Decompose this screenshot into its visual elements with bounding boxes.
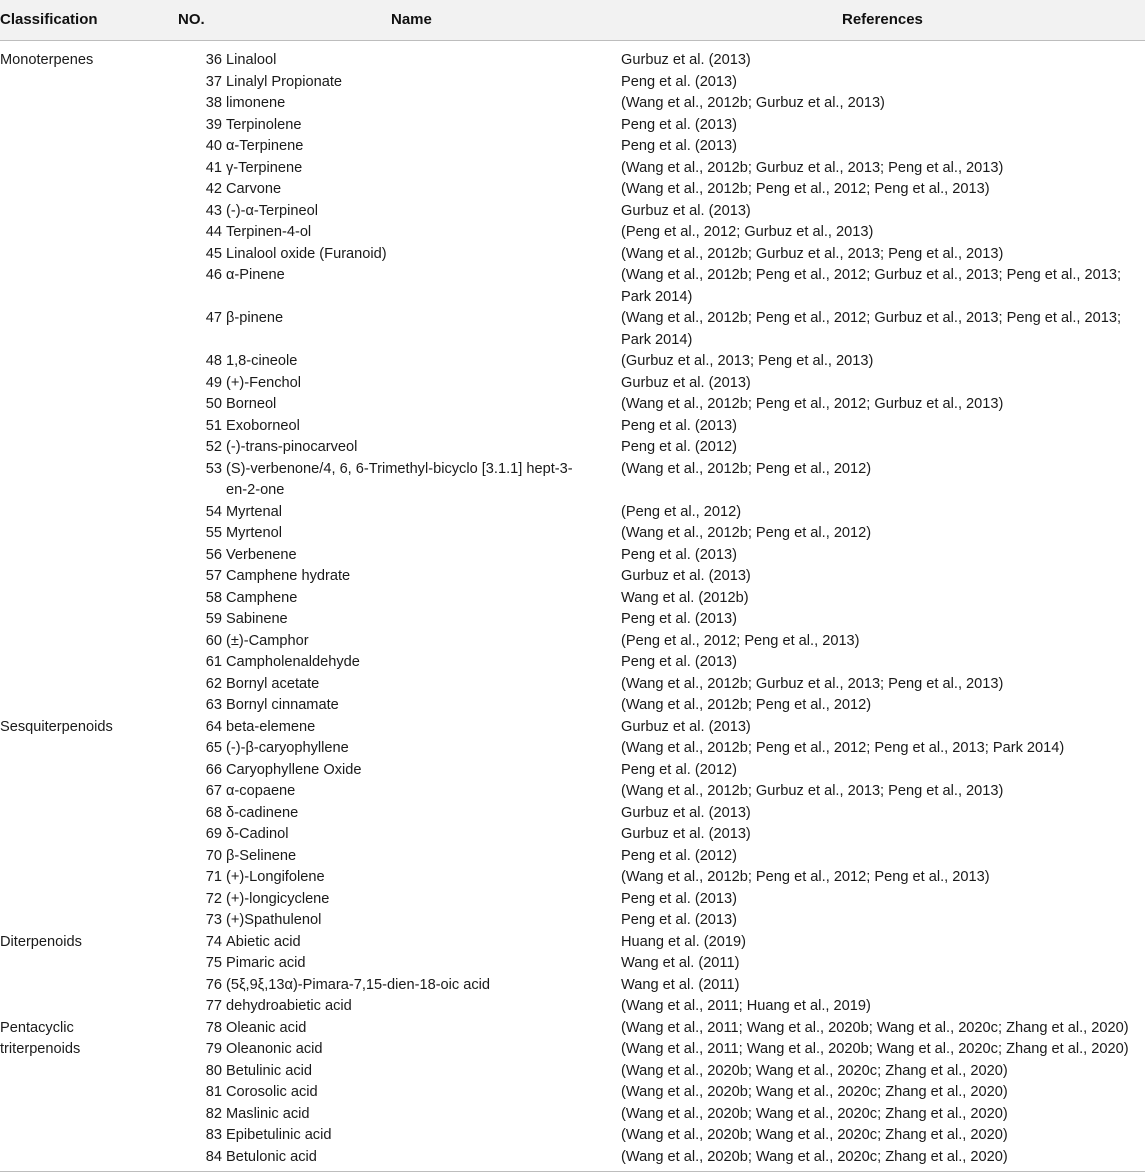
name-cell: (±)-Camphor [226,632,309,649]
name-cell: Bornyl acetate [226,675,320,692]
name-cell: Carvone [226,181,282,197]
table-row [0,265,1145,308]
header-references: References [842,11,923,28]
number-cell: 40 [205,138,222,154]
name-cell: dehydroabietic acid [226,998,352,1014]
classification-cell [0,1104,170,1126]
name-cell: Epibetulinic acid [226,1127,332,1143]
name-cell: δ-cadinene [226,804,299,821]
classification-cell [0,674,170,696]
reference-cell: (Peng et al., 2012; Peng et al., 2013) [621,632,860,649]
table-row [0,351,1145,373]
classification-cell [0,244,170,266]
reference-cell: Peng et al. (2013) [621,417,738,434]
number-cell: 54 [205,503,222,520]
name-cell: γ-Terpinene [226,159,303,176]
number-cell: 57 [205,568,222,584]
reference-cell: Gurbuz et al. (2013) [621,202,751,219]
number-cell: 81 [205,1084,222,1100]
reference-cell: (Wang et al., 2012b; Gurbuz et al., 2013) [621,95,885,111]
reference-cell: Peng et al. (2013) [621,138,738,154]
classification-cell [0,72,170,94]
reference-cell: Gurbuz et al. (2013) [621,718,751,735]
name-cell: Sabinene [226,611,288,627]
number-cell: 64 [205,718,222,735]
classification-cell [0,695,170,717]
classification-cell [0,889,170,911]
table-body [0,41,1145,1168]
table-row [0,975,1145,997]
number-cell: 72 [205,890,222,907]
classification-cell [0,523,170,545]
reference-cell: (Wang et al., 2020b; Wang et al., 2020c; Zhang et al., 2020) [621,1148,1008,1165]
classification-cell [0,803,170,825]
name-cell: (+)-longicyclene [226,890,330,907]
reference-cell: (Wang et al., 2012b; Gurbuz et al., 2013; Peng et al., 2013) [621,675,1004,692]
number-cell: 44 [205,224,222,240]
reference-cell: (Wang et al., 2012b; Peng et al., 2012; Peng et al., 2013) [621,869,990,885]
reference-cell: Peng et al. (2013) [621,546,738,563]
classification-cell: triterpenoids [0,1041,81,1057]
name-cell: Borneol [226,396,277,412]
name-cell: α-Terpinene [226,138,304,154]
reference-cell: Peng et al. (2013) [621,654,738,670]
table-row [0,910,1145,932]
table-row [0,1061,1145,1083]
number-cell: 39 [205,116,222,133]
reference-cell: (Wang et al., 2011; Wang et al., 2020b; Wang et al., 2020c; Zhang et al., 2020) [621,1041,1129,1057]
reference-cell: (Wang et al., 2012b; Peng et al., 2012) [621,697,872,713]
table-row [0,308,1145,351]
name-cell: (5ξ,9ξ,13α)-Pimara-7,15-dien-18-oic acid [226,976,491,993]
classification-cell [0,975,170,997]
table-row [0,50,1145,72]
table-row [0,824,1145,846]
name-cell: Verbenene [226,546,297,563]
classification-cell [0,265,170,308]
table-row [0,717,1145,739]
reference-cell: (Peng et al., 2012) [621,503,742,520]
name-cell: Exoborneol [226,417,300,434]
classification-cell [0,93,170,115]
table-row [0,437,1145,459]
header-no: NO. [178,11,205,28]
table-row [0,244,1145,266]
name-cell: beta-elemene [226,718,316,735]
classification-cell [0,351,170,373]
reference-cell: Gurbuz et al. (2013) [621,374,751,391]
number-cell: 50 [205,396,222,412]
number-cell: 77 [205,998,222,1014]
name-cell: (+)-Longifolene [226,869,325,885]
number-cell: 42 [205,181,222,197]
name-cell: limonene [226,95,286,111]
classification-cell [0,115,170,137]
table-row [0,867,1145,889]
table-row [0,416,1145,438]
header-classification: Classification [0,11,98,28]
table-row [0,609,1145,631]
number-cell: 43 [205,202,222,219]
reference-cell: (Wang et al., 2011; Wang et al., 2020b; Wang et al., 2020c; Zhang et al., 2020) [621,1019,1129,1036]
classification-cell: Monoterpenes [0,52,94,68]
reference-cell: Gurbuz et al. (2013) [621,804,751,821]
table-row [0,1082,1145,1104]
classification-cell [0,373,170,395]
reference-cell: Gurbuz et al. (2013) [621,568,751,584]
table-row [0,760,1145,782]
reference-cell: (Wang et al., 2012b; Gurbuz et al., 2013; Peng et al., 2013) [621,783,1004,799]
table-row [0,674,1145,696]
number-cell: 84 [205,1148,222,1165]
reference-cell: Wang et al. (2011) [621,976,740,993]
number-cell: 82 [205,1105,222,1122]
name-cell: Linalyl Propionate [226,73,343,90]
table-row [0,502,1145,524]
reference-cell: (Wang et al., 2012b; Gurbuz et al., 2013; Peng et al., 2013) [621,159,1004,176]
reference-cell: (Wang et al., 2012b; Peng et al., 2012) [621,525,872,541]
classification-cell [0,953,170,975]
table-row [0,115,1145,137]
reference-cell: (Wang et al., 2012b; Peng et al., 2012; Gurbuz et al., 2013) [621,396,1004,412]
table-row [0,201,1145,223]
reference-cell: Peng et al. (2013) [621,116,738,133]
classification-cell [0,1082,170,1104]
number-cell: 69 [205,826,222,842]
reference-cell: (Wang et al., 2012b; Gurbuz et al., 2013; Peng et al., 2013) [621,245,1004,262]
classification-cell [0,1125,170,1147]
reference-cell: (Peng et al., 2012; Gurbuz et al., 2013) [621,224,874,240]
classification-cell [0,394,170,416]
name-cell: Linalool oxide (Furanoid) [226,245,387,262]
number-cell: 41 [205,159,222,176]
number-cell: 55 [205,525,222,541]
reference-cell: Gurbuz et al. (2013) [621,826,751,842]
reference-cell: Peng et al. (2013) [621,611,738,627]
name-cell: Bornyl cinnamate [226,697,339,713]
table-bottom-rule [0,1171,1145,1172]
name-cell: Abietic acid [226,933,301,950]
table-row [0,1147,1145,1169]
classification-cell [0,781,170,803]
table-row [0,72,1145,94]
table-row [0,1018,1145,1040]
number-cell: 71 [205,869,222,885]
number-cell: 66 [205,761,222,778]
table-row [0,179,1145,201]
name-cell: (-)-α-Terpineol [226,202,318,219]
table-row [0,545,1145,567]
reference-cell: Peng et al. (2012) [621,439,738,455]
table-row [0,394,1145,416]
name-cell: δ-Cadinol [226,826,289,842]
classification-cell [0,738,170,760]
number-cell: 37 [205,73,222,90]
classification-cell [0,416,170,438]
classification-cell [0,308,170,351]
table-row [0,652,1145,674]
table-row [0,803,1145,825]
table-row [0,373,1145,395]
name-cell: Oleanic acid [226,1019,307,1036]
number-cell: 47 [205,310,222,326]
name-cell: Pimaric acid [226,955,306,971]
name-cell: (S)-verbenone/4, 6, 6-Trimethyl-bicyclo [3.1.1] hept-3-en-2-one [226,460,573,498]
table-header [0,0,1145,41]
name-cell: (+)Spathulenol [226,912,322,928]
reference-cell: (Wang et al., 2020b; Wang et al., 2020c; Zhang et al., 2020) [621,1105,1008,1122]
classification-cell [0,609,170,631]
name-cell: Caryophyllene Oxide [226,761,362,778]
number-cell: 58 [205,589,222,606]
name-cell: 1,8-cineole [226,353,298,369]
name-cell: Betulinic acid [226,1062,312,1079]
table-row [0,459,1145,502]
table-row [0,1104,1145,1126]
name-cell: β-Selinene [226,847,297,864]
name-cell: α-Pinene [226,267,285,283]
number-cell: 80 [205,1062,222,1079]
table-row [0,695,1145,717]
reference-cell: (Wang et al., 2011; Huang et al., 2019) [621,998,871,1014]
number-cell: 46 [205,267,222,283]
name-cell: Corosolic acid [226,1084,318,1100]
classification-cell [0,459,170,502]
reference-cell: Wang et al. (2012b) [621,589,749,606]
classification-cell [0,158,170,180]
classification-cell [0,201,170,223]
name-cell: (-)-trans-pinocarveol [226,439,358,455]
table-row [0,932,1145,954]
name-cell: Betulonic acid [226,1148,317,1165]
name-cell: Campholenaldehyde [226,654,360,670]
table-row [0,158,1145,180]
table-row [0,222,1145,244]
table-row [0,523,1145,545]
name-cell: Maslinic acid [226,1105,310,1122]
name-cell: (-)-β-caryophyllene [226,740,349,756]
classification-cell [0,1061,170,1083]
number-cell: 78 [205,1019,222,1036]
classification-cell [0,136,170,158]
reference-cell: Peng et al. (2013) [621,73,738,90]
reference-cell: Gurbuz et al. (2013) [621,52,751,68]
classification-cell [0,652,170,674]
number-cell: 63 [205,697,222,713]
name-cell: α-copaene [226,783,296,799]
header-name: Name [391,11,432,28]
number-cell: 36 [205,52,222,68]
classification-cell [0,867,170,889]
name-cell: Linalool [226,52,277,68]
reference-cell: Huang et al. (2019) [621,933,746,950]
classification-cell [0,502,170,524]
number-cell: 52 [205,439,222,455]
table-row [0,93,1145,115]
classification-cell [0,588,170,610]
number-cell: 62 [205,675,222,692]
reference-cell: (Wang et al., 2020b; Wang et al., 2020c; Zhang et al., 2020) [621,1062,1008,1079]
name-cell: Myrtenol [226,525,282,541]
classification-cell [0,545,170,567]
name-cell: Oleanonic acid [226,1041,323,1057]
reference-cell: (Wang et al., 2020b; Wang et al., 2020c; Zhang et al., 2020) [621,1127,1008,1143]
name-cell: Myrtenal [226,503,282,520]
number-cell: 68 [205,804,222,821]
table-row [0,631,1145,653]
number-cell: 49 [205,374,222,391]
reference-cell: Peng et al. (2013) [621,912,738,928]
name-cell: Terpinolene [226,116,302,133]
number-cell: 53 [205,460,222,477]
number-cell: 75 [205,955,222,971]
number-cell: 70 [205,847,222,864]
reference-cell: (Wang et al., 2012b; Peng et al., 2012; Peng et al., 2013; Park 2014) [621,740,1065,756]
number-cell: 67 [205,783,222,799]
reference-cell: (Wang et al., 2012b; Peng et al., 2012; Gurbuz et al., 2013; Peng et al., 2013; Park 2014) [621,267,1122,305]
table-row [0,136,1145,158]
classification-cell [0,179,170,201]
number-cell: 74 [205,933,222,950]
classification-cell: Pentacyclic [0,1019,74,1036]
table-row [0,781,1145,803]
number-cell: 61 [205,654,222,670]
number-cell: 48 [205,353,222,369]
table-row [0,738,1145,760]
number-cell: 65 [205,740,222,756]
table-row [0,588,1145,610]
number-cell: 73 [205,912,222,928]
name-cell: (+)-Fenchol [226,374,302,391]
classification-cell [0,1147,170,1169]
reference-cell: (Wang et al., 2012b; Peng et al., 2012; Gurbuz et al., 2013; Peng et al., 2013; Park 2014) [621,310,1122,348]
reference-cell: (Wang et al., 2012b; Peng et al., 2012; Peng et al., 2013) [621,181,990,197]
reference-cell: Peng et al. (2012) [621,847,738,864]
classification-cell [0,437,170,459]
number-cell: 59 [205,611,222,627]
classification-cell: Diterpenoids [0,933,82,950]
reference-cell: Peng et al. (2013) [621,890,738,907]
table-row [0,996,1145,1018]
reference-cell: Wang et al. (2011) [621,955,740,971]
number-cell: 56 [205,546,222,563]
classification-cell [0,222,170,244]
number-cell: 38 [205,95,222,111]
reference-cell: Peng et al. (2012) [621,761,738,778]
classification-cell [0,566,170,588]
number-cell: 79 [205,1041,222,1057]
classification-cell [0,996,170,1018]
classification-cell [0,760,170,782]
table-row [0,953,1145,975]
number-cell: 83 [205,1127,222,1143]
table-row [0,1039,1145,1061]
table-row [0,1125,1145,1147]
number-cell: 45 [205,245,222,262]
name-cell: Camphene hydrate [226,568,351,584]
number-cell: 51 [205,417,222,434]
classification-cell: Sesquiterpenoids [0,718,113,735]
table-row [0,889,1145,911]
name-cell: β-pinene [226,310,284,326]
classification-cell [0,824,170,846]
number-cell: 60 [205,632,222,649]
name-cell: Camphene [226,589,298,606]
reference-cell: (Wang et al., 2020b; Wang et al., 2020c; Zhang et al., 2020) [621,1084,1008,1100]
reference-cell: (Gurbuz et al., 2013; Peng et al., 2013) [621,353,874,369]
name-cell: Terpinen-4-ol [226,224,312,240]
table-row [0,566,1145,588]
reference-cell: (Wang et al., 2012b; Peng et al., 2012) [621,460,872,477]
classification-cell [0,910,170,932]
classification-cell [0,631,170,653]
number-cell: 76 [205,976,222,993]
classification-cell [0,846,170,868]
table-row [0,846,1145,868]
